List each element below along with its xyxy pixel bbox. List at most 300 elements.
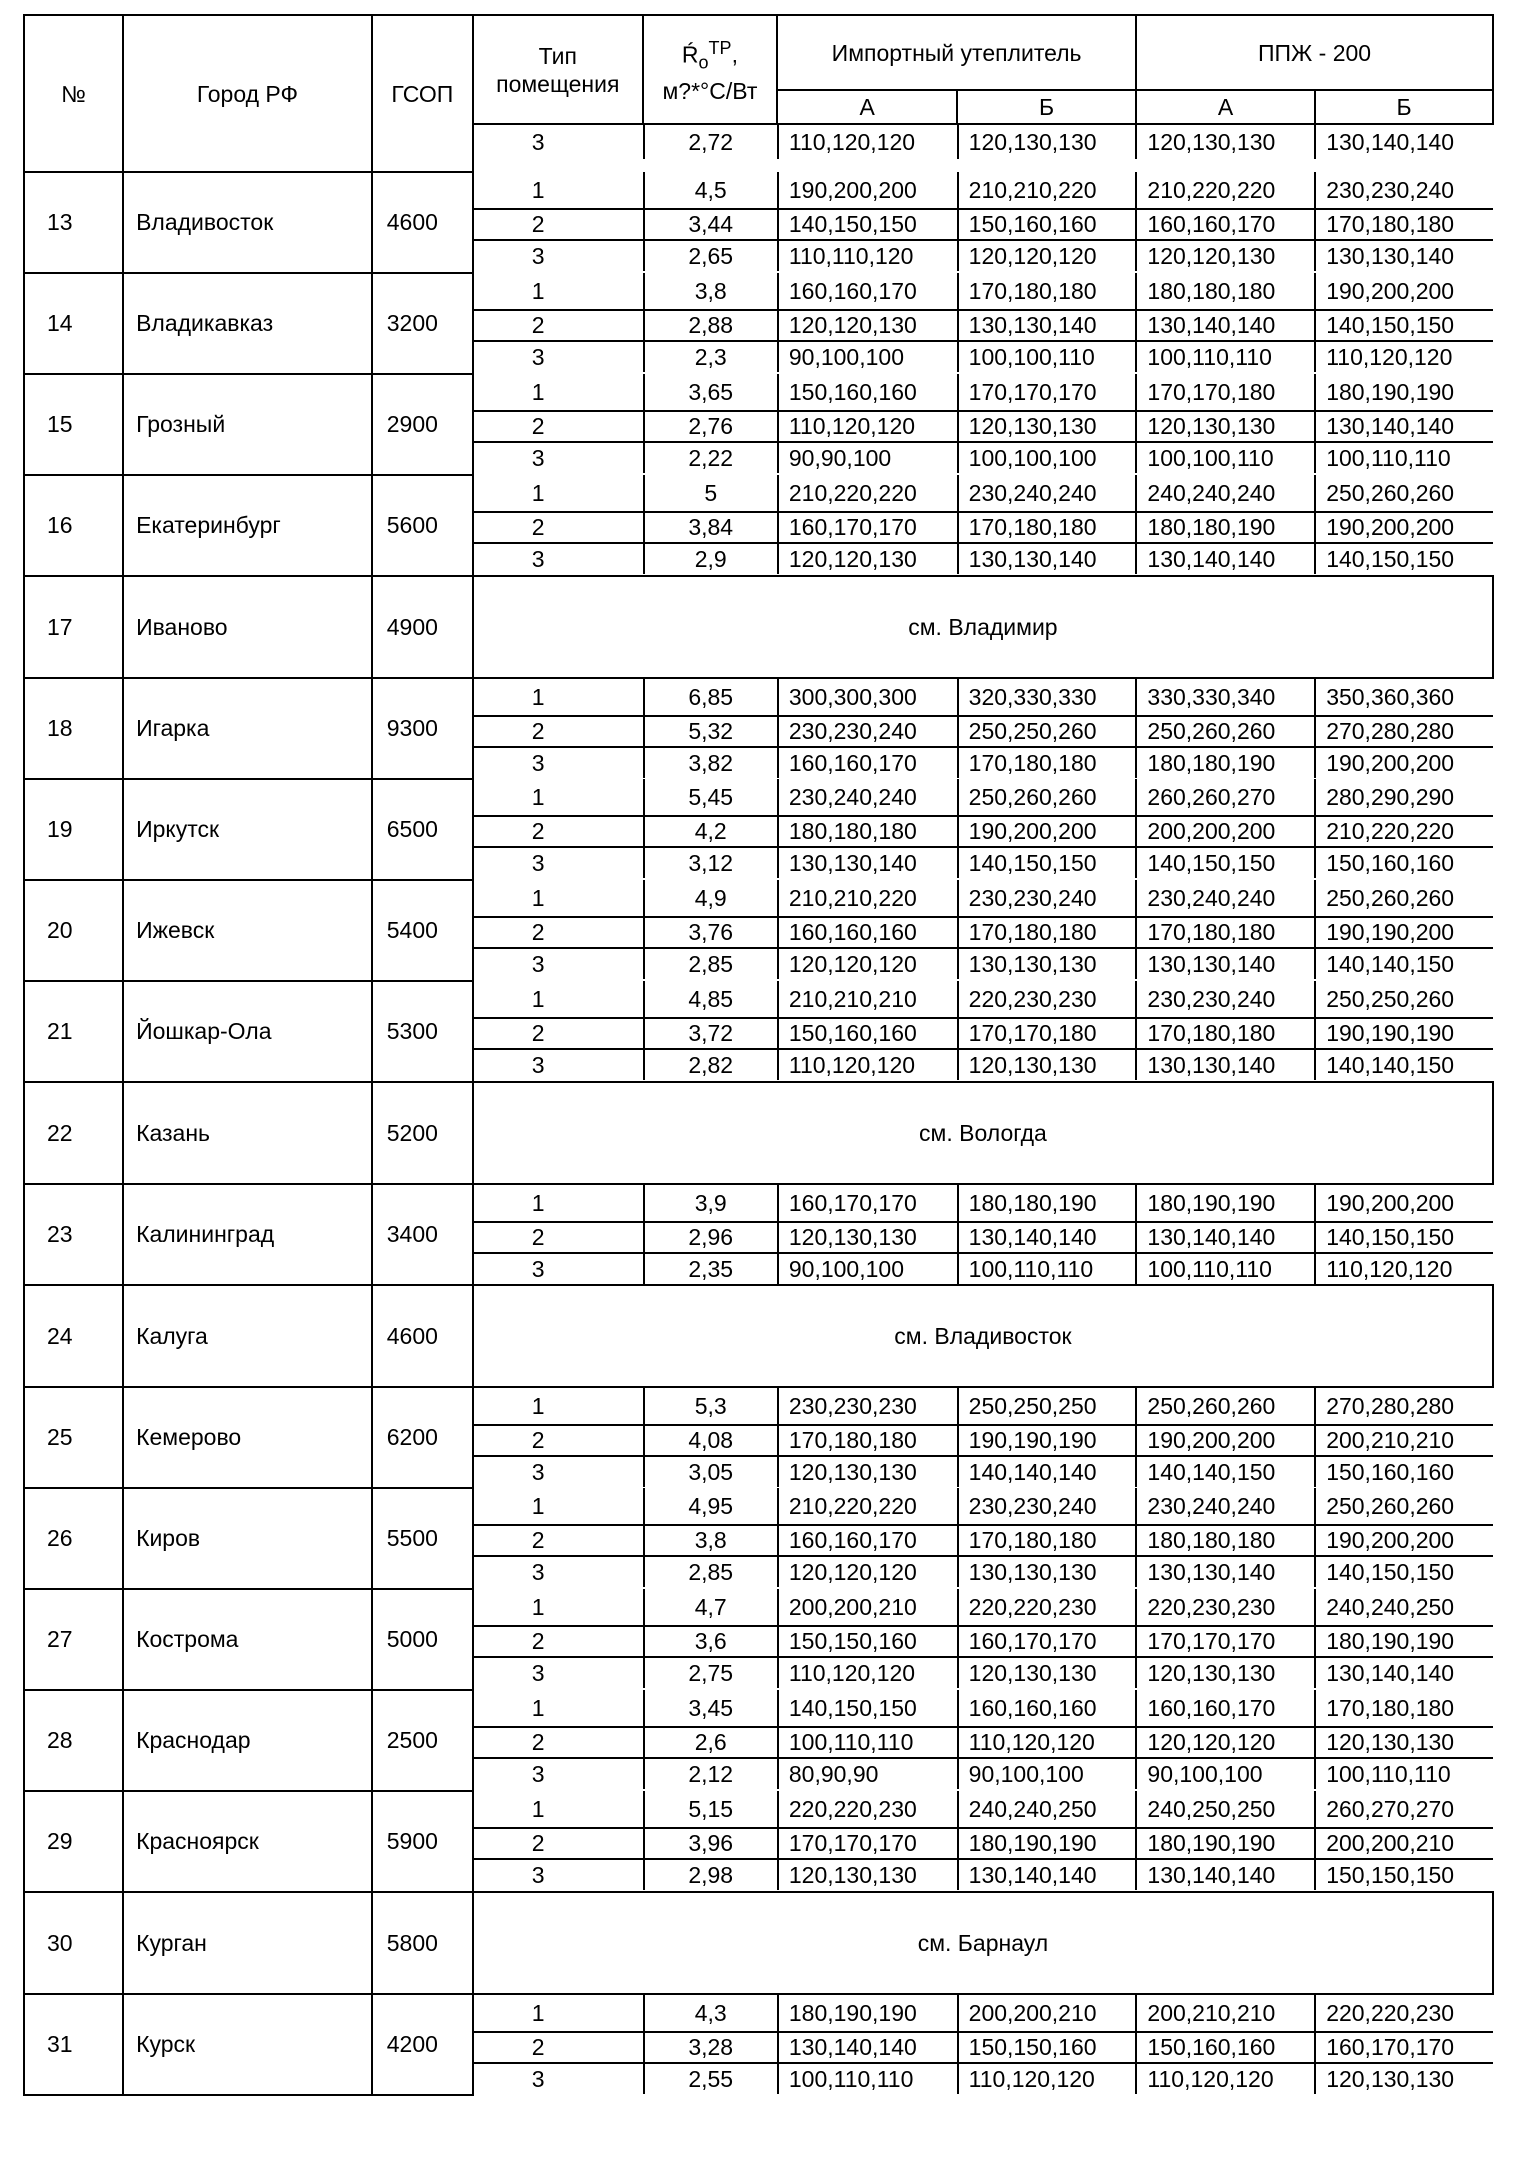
- resistance-value: 2,12: [644, 1758, 778, 1789]
- room-type: 1: [531, 985, 545, 1012]
- ppzh-a-value: 120,130,130: [1136, 411, 1315, 442]
- imported-a-value: 180,180,180: [778, 816, 958, 847]
- resistance-value: 5: [644, 475, 778, 512]
- imported-b-value: 160,170,170: [958, 1626, 1137, 1657]
- imported-b-value: 140,150,150: [958, 847, 1137, 878]
- ppzh-b-value: 270,280,280: [1315, 1388, 1493, 1425]
- resistance-value: 3,28: [644, 2032, 778, 2063]
- resistance-value: 5,32: [644, 716, 778, 747]
- ppzh-a-value: 200,210,210: [1136, 1995, 1315, 2032]
- city-subrows: [473, 374, 1493, 475]
- city-row: [24, 880, 1493, 981]
- carry-over-subrow: [474, 125, 1493, 159]
- city-subrows: [473, 779, 1493, 880]
- imported-a-value: 90,100,100: [778, 341, 958, 372]
- room-type-subrow: [474, 716, 1493, 747]
- city-name: Грозный: [123, 374, 372, 475]
- city-name: Кострома: [123, 1589, 372, 1690]
- imported-b-value: 190,190,190: [958, 1425, 1137, 1456]
- room-type-subrow: [474, 1791, 1493, 1828]
- ppzh-a-value: 230,240,240: [1136, 1488, 1315, 1525]
- resistance-value: 2,72: [644, 125, 778, 159]
- imported-a-value: 230,230,230: [778, 1388, 958, 1425]
- city-subtable: [474, 1589, 1493, 1688]
- city-subtable: [474, 172, 1493, 271]
- imported-b-value: 210,210,220: [958, 172, 1137, 209]
- gsop-value: 4600: [372, 1285, 473, 1387]
- imported-a-value: 110,120,120: [778, 411, 958, 442]
- gsop-value: 4900: [372, 576, 473, 678]
- room-type-subrow: [474, 1018, 1493, 1049]
- resistance-value: 2,35: [644, 1253, 778, 1284]
- ppzh-b-value: 250,260,260: [1315, 880, 1493, 917]
- imported-b-value: 150,150,160: [958, 2032, 1137, 2063]
- ppzh-a-value: 130,140,140: [1136, 543, 1315, 574]
- ppzh-b-value: 190,200,200: [1315, 512, 1493, 543]
- room-type: 2: [474, 512, 644, 543]
- row-number: 17: [24, 576, 123, 678]
- imported-b-value: 180,180,190: [958, 1185, 1137, 1222]
- imported-b-value: 130,130,140: [958, 543, 1137, 574]
- gsop-value: 5600: [372, 475, 473, 576]
- city-subtable: [474, 1791, 1493, 1890]
- imported-b-value: 150,160,160: [958, 209, 1137, 240]
- room-type-subrow: [474, 816, 1493, 847]
- r-subscript: о: [698, 52, 709, 73]
- city-subrows: [473, 981, 1493, 1082]
- ppzh-a-value: 160,160,170: [1136, 209, 1315, 240]
- city-name: Йошкар-Ола: [123, 981, 372, 1082]
- resistance-value: 2,88: [644, 310, 778, 341]
- city-subrows: [473, 1488, 1493, 1589]
- room-type: 2: [474, 310, 644, 341]
- room-type: 2: [474, 1828, 644, 1859]
- resistance-value: 3,12: [644, 847, 778, 878]
- ppzh-b-value: 250,260,260: [1315, 475, 1493, 512]
- ppzh-b-value: 230,230,240: [1315, 172, 1493, 209]
- resistance-value: 2,22: [644, 442, 778, 473]
- ppzh-a-value: 100,100,110: [1136, 442, 1315, 473]
- room-type-subrow: [474, 1727, 1493, 1758]
- imported-b-value: 120,120,120: [958, 240, 1137, 271]
- room-type: 1: [531, 1492, 545, 1519]
- row-number: 15: [24, 374, 123, 475]
- header-ppzh-200: ППЖ - 200: [1136, 15, 1493, 90]
- resistance-value: 2,9: [644, 543, 778, 574]
- ppzh-b-value: 150,150,150: [1315, 1859, 1493, 1890]
- imported-b-value: 120,130,130: [958, 411, 1137, 442]
- ppzh-a-value: 260,260,270: [1136, 779, 1315, 816]
- city-subrows: [473, 1184, 1493, 1285]
- ppzh-b-value: 150,160,160: [1315, 847, 1493, 878]
- ppzh-b-value: 140,150,150: [1315, 310, 1493, 341]
- r-comma: ,: [731, 42, 738, 69]
- city-name: Калуга: [123, 1285, 372, 1387]
- ppzh-b-value: 180,190,190: [1315, 1626, 1493, 1657]
- header-ppzh-a: А: [1136, 90, 1315, 124]
- resistance-value: 3,82: [644, 747, 778, 778]
- city-row: [24, 374, 1493, 475]
- ppzh-b-value: 260,270,270: [1315, 1791, 1493, 1828]
- imported-a-value: 160,160,170: [778, 273, 958, 310]
- room-type-subrow: [474, 2063, 1493, 2094]
- imported-b-value: 120,130,130: [958, 1049, 1137, 1080]
- ppzh-b-value: 120,130,130: [1315, 2063, 1493, 2094]
- room-type-subrow: [474, 1456, 1493, 1487]
- ppzh-b-value: 190,200,200: [1315, 1185, 1493, 1222]
- imported-a-value: 140,150,150: [778, 1690, 958, 1727]
- ppzh-a-value: 240,250,250: [1136, 1791, 1315, 1828]
- city-row: [24, 172, 1493, 273]
- gsop-value: 5200: [372, 1082, 473, 1184]
- room-type-subrow: [474, 411, 1493, 442]
- row-number: 31: [24, 1994, 123, 2095]
- room-type-subrow: [474, 475, 1493, 512]
- ppzh-a-value: 130,140,140: [1136, 1859, 1315, 1890]
- resistance-value: 2,96: [644, 1222, 778, 1253]
- city-row: [24, 1184, 1493, 1285]
- room-type: 3: [474, 948, 644, 979]
- resistance-value: 3,8: [644, 273, 778, 310]
- room-type-subrow: [474, 1525, 1493, 1556]
- resistance-value: 3,44: [644, 209, 778, 240]
- city-name: Екатеринбург: [123, 475, 372, 576]
- imported-b-value: 230,230,240: [958, 880, 1137, 917]
- ppzh-a-value: 160,160,170: [1136, 1690, 1315, 1727]
- ppzh-b-value: 130,130,140: [1315, 240, 1493, 271]
- room-type: 3: [474, 341, 644, 372]
- resistance-value: 4,3: [644, 1995, 778, 2032]
- room-type-subrow: [474, 273, 1493, 310]
- room-type: 3: [474, 1556, 644, 1587]
- imported-b-value: 320,330,330: [958, 679, 1137, 716]
- imported-b-value: 130,130,130: [958, 1556, 1137, 1587]
- imported-a-value: 110,120,120: [778, 1049, 958, 1080]
- ppzh-a-value: 130,130,140: [1136, 1049, 1315, 1080]
- ppzh-b-value: 170,180,180: [1315, 209, 1493, 240]
- ppzh-b-value: 190,190,200: [1315, 917, 1493, 948]
- ppzh-b-value: 190,200,200: [1315, 273, 1493, 310]
- city-name: Ижевск: [123, 880, 372, 981]
- ppzh-b-value: 170,180,180: [1315, 1690, 1493, 1727]
- ppzh-b-value: 130,140,140: [1315, 125, 1493, 159]
- room-type-subrow: [474, 1657, 1493, 1688]
- see-reference: см. Владимир: [473, 576, 1493, 678]
- city-name: Киров: [123, 1488, 372, 1589]
- city-subrows: [473, 880, 1493, 981]
- ppzh-a-value: 250,260,260: [1136, 716, 1315, 747]
- insulation-table-page: [23, 14, 1494, 2150]
- city-subtable: [474, 679, 1493, 778]
- ppzh-b-value: 240,240,250: [1315, 1589, 1493, 1626]
- room-type: 1: [531, 1189, 545, 1216]
- resistance-value: 3,84: [644, 512, 778, 543]
- imported-a-value: 170,180,180: [778, 1425, 958, 1456]
- city-subrows: [473, 273, 1493, 374]
- imported-a-value: 160,160,160: [778, 917, 958, 948]
- city-subrows: [473, 1791, 1493, 1892]
- imported-a-value: 230,240,240: [778, 779, 958, 816]
- resistance-value: 5,45: [644, 779, 778, 816]
- imported-a-value: 80,90,90: [778, 1758, 958, 1789]
- resistance-value: 2,75: [644, 1657, 778, 1688]
- gsop-value: 5300: [372, 981, 473, 1082]
- city-row: [24, 981, 1493, 1082]
- ppzh-a-value: 90,100,100: [1136, 1758, 1315, 1789]
- ppzh-b-value: 150,160,160: [1315, 1456, 1493, 1487]
- imported-b-value: 100,100,110: [958, 341, 1137, 372]
- room-type: 2: [474, 209, 644, 240]
- room-type-subrow: [474, 917, 1493, 948]
- imported-b-value: 130,130,130: [958, 948, 1137, 979]
- ppzh-a-value: 230,230,240: [1136, 981, 1315, 1018]
- city-row: [24, 576, 1493, 678]
- imported-a-value: 120,130,130: [778, 1222, 958, 1253]
- city-subtable: [474, 981, 1493, 1080]
- room-type: 3: [474, 240, 644, 271]
- city-row: [24, 1082, 1493, 1184]
- imported-b-value: 120,130,130: [958, 1657, 1137, 1688]
- resistance-value: 4,2: [644, 816, 778, 847]
- city-row: [24, 1994, 1493, 2095]
- row-number: 24: [24, 1285, 123, 1387]
- row-number: 20: [24, 880, 123, 981]
- ppzh-a-value: 120,130,130: [1136, 1657, 1315, 1688]
- row-number: 29: [24, 1791, 123, 1892]
- room-type-subrow: [474, 1626, 1493, 1657]
- row-number: 27: [24, 1589, 123, 1690]
- imported-b-value: 240,240,250: [958, 1791, 1137, 1828]
- room-type: 1: [531, 1999, 545, 2026]
- room-type: 1: [531, 1392, 545, 1419]
- gsop-value: 5900: [372, 1791, 473, 1892]
- ppzh-b-value: 210,220,220: [1315, 816, 1493, 847]
- city-name: Владикавказ: [123, 273, 372, 374]
- ppzh-b-value: 130,140,140: [1315, 1657, 1493, 1688]
- imported-a-value: 120,120,120: [778, 948, 958, 979]
- city-name: Иркутск: [123, 779, 372, 880]
- city-subrows: [473, 1994, 1493, 2095]
- header-resistance: [643, 15, 777, 124]
- imported-b-value: 170,180,180: [958, 747, 1137, 778]
- room-type-subrow: [474, 1253, 1493, 1284]
- room-type: 2: [474, 1727, 644, 1758]
- resistance-value: 5,3: [644, 1388, 778, 1425]
- ppzh-a-value: 210,220,220: [1136, 172, 1315, 209]
- imported-a-value: 210,220,220: [778, 475, 958, 512]
- imported-b-value: 170,180,180: [958, 917, 1137, 948]
- imported-a-value: 110,120,120: [778, 125, 958, 159]
- resistance-value: 6,85: [644, 679, 778, 716]
- resistance-value: 4,5: [644, 172, 778, 209]
- insulation-table: [23, 14, 1494, 2096]
- room-type-subrow: [474, 310, 1493, 341]
- carry-over-inner: [474, 125, 1493, 159]
- ppzh-b-value: 110,120,120: [1315, 1253, 1493, 1284]
- ppzh-a-value: 140,150,150: [1136, 847, 1315, 878]
- gsop-value: 5400: [372, 880, 473, 981]
- ppzh-b-value: 140,140,150: [1315, 948, 1493, 979]
- ppzh-a-value: 250,260,260: [1136, 1388, 1315, 1425]
- city-subtable: [474, 273, 1493, 372]
- header-gsop: ГСОП: [372, 15, 473, 172]
- city-subtable: [474, 1185, 1493, 1284]
- resistance-value: 2,98: [644, 1859, 778, 1890]
- ppzh-a-value: 130,140,140: [1136, 1222, 1315, 1253]
- gsop-value: 5800: [372, 1892, 473, 1994]
- room-type: 1: [531, 378, 545, 405]
- ppzh-a-value: 180,190,190: [1136, 1185, 1315, 1222]
- room-type-subrow: [474, 1690, 1493, 1727]
- room-type: 3: [474, 1758, 644, 1789]
- room-type: 3: [474, 1456, 644, 1487]
- imported-a-value: 220,220,230: [778, 1791, 958, 1828]
- city-name: Казань: [123, 1082, 372, 1184]
- room-type: 3: [474, 442, 644, 473]
- imported-a-value: 120,120,130: [778, 543, 958, 574]
- room-type-subrow: [474, 1859, 1493, 1890]
- ppzh-b-value: 140,150,150: [1315, 1222, 1493, 1253]
- city-row: [24, 475, 1493, 576]
- row-number: 30: [24, 1892, 123, 1994]
- ppzh-b-value: 140,140,150: [1315, 1049, 1493, 1080]
- resistance-value: 2,65: [644, 240, 778, 271]
- resistance-value: 5,15: [644, 1791, 778, 1828]
- row-number: 22: [24, 1082, 123, 1184]
- imported-a-value: 90,90,100: [778, 442, 958, 473]
- imported-a-value: 160,170,170: [778, 1185, 958, 1222]
- room-type: 2: [474, 1018, 644, 1049]
- imported-a-value: 110,110,120: [778, 240, 958, 271]
- gsop-value: 4200: [372, 1994, 473, 2095]
- ppzh-a-value: 170,180,180: [1136, 917, 1315, 948]
- imported-b-value: 130,140,140: [958, 1222, 1137, 1253]
- room-type: 2: [474, 411, 644, 442]
- row-number: 18: [24, 678, 123, 779]
- city-subtable: [474, 475, 1493, 574]
- resistance-value: 4,7: [644, 1589, 778, 1626]
- imported-a-value: 180,190,190: [778, 1995, 958, 2032]
- ppzh-a-value: 180,180,190: [1136, 512, 1315, 543]
- imported-b-value: 160,160,160: [958, 1690, 1137, 1727]
- city-subtable: [474, 1388, 1493, 1487]
- carry-over-cells: [473, 124, 1493, 172]
- ppzh-a-value: 110,120,120: [1136, 2063, 1315, 2094]
- resistance-value: 4,85: [644, 981, 778, 1018]
- room-type-subrow: [474, 1995, 1493, 2032]
- ppzh-b-value: 190,200,200: [1315, 1525, 1493, 1556]
- imported-a-value: 150,160,160: [778, 1018, 958, 1049]
- room-type: 3: [474, 747, 644, 778]
- row-number: 23: [24, 1184, 123, 1285]
- resistance-value: 3,9: [644, 1185, 778, 1222]
- room-type: 2: [474, 1222, 644, 1253]
- imported-b-value: 110,120,120: [958, 2063, 1137, 2094]
- imported-a-value: 210,210,220: [778, 880, 958, 917]
- ppzh-a-value: 120,120,130: [1136, 240, 1315, 271]
- room-type: 3: [474, 847, 644, 878]
- ppzh-b-value: 200,210,210: [1315, 1425, 1493, 1456]
- room-type: 3: [474, 543, 644, 574]
- city-subtable: [474, 1488, 1493, 1587]
- see-reference: см. Вологда: [473, 1082, 1493, 1184]
- room-type-subrow: [474, 1049, 1493, 1080]
- room-type-subrow: [474, 2032, 1493, 2063]
- room-type: 1: [531, 277, 545, 304]
- header-city: Город РФ: [123, 15, 372, 172]
- row-number: 13: [24, 172, 123, 273]
- city-subrows: [473, 172, 1493, 273]
- room-type: 3: [474, 1049, 644, 1080]
- imported-b-value: 250,250,250: [958, 1388, 1137, 1425]
- city-subrows: [473, 678, 1493, 779]
- room-type-subrow: [474, 1758, 1493, 1789]
- imported-b-value: 170,180,180: [958, 1525, 1137, 1556]
- room-type: 2: [474, 1626, 644, 1657]
- resistance-value: 2,85: [644, 1556, 778, 1587]
- header-imported-b: Б: [957, 90, 1136, 124]
- header-room-type: [473, 15, 643, 124]
- row-number: 14: [24, 273, 123, 374]
- ppzh-b-value: 100,110,110: [1315, 1758, 1493, 1789]
- ppzh-a-value: 220,230,230: [1136, 1589, 1315, 1626]
- imported-a-value: 170,170,170: [778, 1828, 958, 1859]
- gsop-value: 3200: [372, 273, 473, 374]
- row-number: 25: [24, 1387, 123, 1488]
- imported-a-value: 230,230,240: [778, 716, 958, 747]
- imported-a-value: 120,120,120: [778, 1556, 958, 1587]
- room-type-subrow: [474, 747, 1493, 778]
- row-number: 26: [24, 1488, 123, 1589]
- city-subtable: [474, 374, 1493, 473]
- header-resistance-unit: м?*°С/Вт: [662, 77, 758, 104]
- gsop-value: 5000: [372, 1589, 473, 1690]
- city-subrows: [473, 1589, 1493, 1690]
- ppzh-a-value: 200,200,200: [1136, 816, 1315, 847]
- city-subrows: [473, 1690, 1493, 1791]
- room-type: 2: [474, 917, 644, 948]
- city-row: [24, 273, 1493, 374]
- city-row: [24, 678, 1493, 779]
- ppzh-b-value: 140,150,150: [1315, 1556, 1493, 1587]
- city-name: Краснодар: [123, 1690, 372, 1791]
- city-subtable: [474, 1995, 1493, 2094]
- resistance-value: 3,45: [644, 1690, 778, 1727]
- city-row: [24, 1589, 1493, 1690]
- resistance-value: 3,05: [644, 1456, 778, 1487]
- room-type-subrow: [474, 240, 1493, 271]
- ppzh-a-value: 100,110,110: [1136, 341, 1315, 372]
- room-type-subrow: [474, 1589, 1493, 1626]
- imported-b-value: 190,200,200: [958, 816, 1137, 847]
- city-name: Владивосток: [123, 172, 372, 273]
- header-resistance-symbol: [644, 34, 776, 76]
- imported-a-value: 300,300,300: [778, 679, 958, 716]
- imported-b-value: 250,250,260: [958, 716, 1137, 747]
- imported-a-value: 150,160,160: [778, 374, 958, 411]
- ppzh-b-value: 180,190,190: [1315, 374, 1493, 411]
- room-type: 2: [474, 1525, 644, 1556]
- imported-a-value: 160,170,170: [778, 512, 958, 543]
- room-type: 2: [474, 816, 644, 847]
- row-number: 16: [24, 475, 123, 576]
- imported-a-value: 210,220,220: [778, 1488, 958, 1525]
- city-subtable: [474, 1690, 1493, 1789]
- room-type: 1: [531, 683, 545, 710]
- imported-b-value: 170,180,180: [958, 512, 1137, 543]
- city-row: [24, 1387, 1493, 1488]
- ppzh-b-value: 350,360,360: [1315, 679, 1493, 716]
